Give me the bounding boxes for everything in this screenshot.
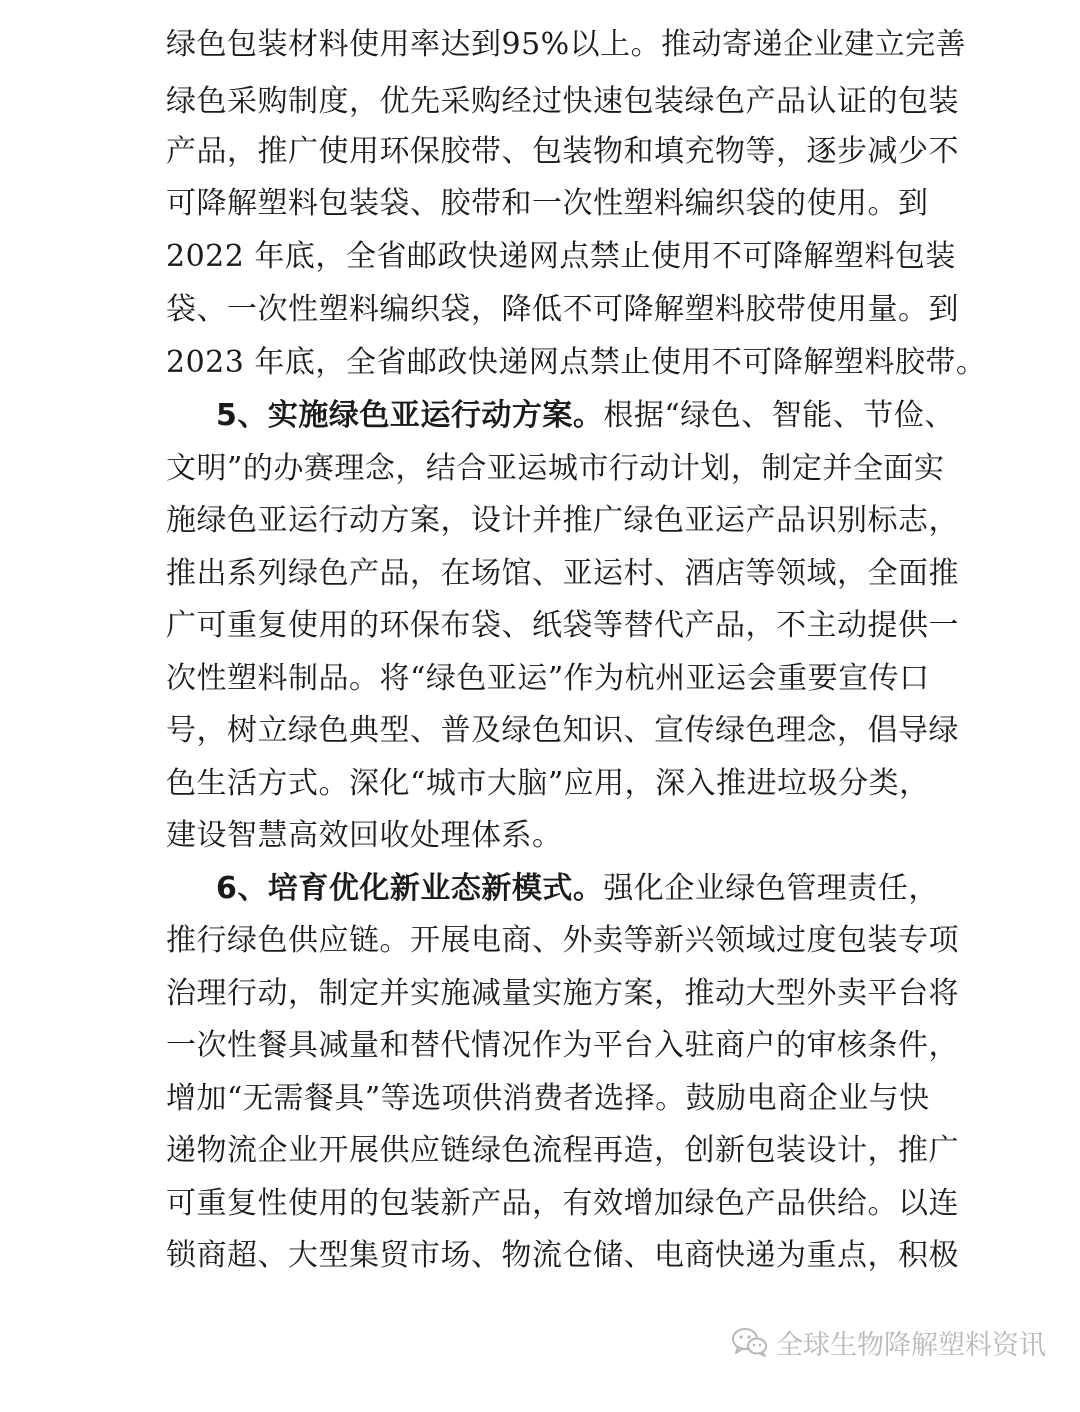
section-5-heading: 5、实施绿色亚运行动方案。 <box>216 398 604 433</box>
text-line: 号，树立绿色典型、普及绿色知识、宣传绿色理念，倡导绿 <box>166 713 959 748</box>
text-line: 绿色包装材料使用率达到95%以上。推动寄递企业建立完善 <box>166 27 967 62</box>
section-5-first-line <box>216 391 955 441</box>
text-line: 次性塑料制品。将“绿色亚运”作为杭州亚运会重要宣传口 <box>166 661 930 696</box>
text-line: 锁商超、大型集贸市场、物流仓储、电商快递为重点，积极 <box>166 1238 959 1273</box>
wechat-icon <box>732 1327 768 1357</box>
watermark-text: 全球生物降解塑料资讯 <box>776 1329 1046 1361</box>
text-line: 推出系列绿色产品，在场馆、亚运村、酒店等领域，全面推 <box>166 556 959 591</box>
text-line: 一次性餐具减量和替代情况作为平台入驻商户的审核条件， <box>166 1028 959 1063</box>
text-line: 递物流企业开展供应链绿色流程再造，创新包装设计，推广 <box>166 1133 959 1168</box>
text-line: 绿色采购制度，优先采购经过快速包装绿色产品认证的包装 <box>166 84 959 119</box>
text-line: 可降解塑料包装袋、胶带和一次性塑料编织袋的使用。到 <box>166 186 929 221</box>
text-line: 袋、一次性塑料编织袋，降低不可降解塑料胶带使用量。到 <box>166 292 959 327</box>
text-line: 推行绿色供应链。开展电商、外卖等新兴领域过度包装专项 <box>166 923 959 958</box>
text-line: 增加“无需餐具”等选项供消费者选择。鼓励电商企业与快 <box>166 1081 930 1116</box>
text-line: 色生活方式。深化“城市大脑”应用，深入推进垃圾分类， <box>166 766 930 801</box>
section-6-heading: 6、培育优化新业态新模式。 <box>216 871 604 906</box>
text-line: 治理行动，制定并实施减量实施方案，推动大型外卖平台将 <box>166 976 959 1011</box>
text-line: 施绿色亚运行动方案，设计并推广绿色亚运产品识别标志， <box>166 503 959 538</box>
text-line: 文明”的办赛理念，结合亚运城市行动计划，制定并全面实 <box>166 451 945 486</box>
text-line: 2022 年底，全省邮政快递网点禁止使用不可降解塑料包装 <box>166 239 956 274</box>
text-line: 产品，推广使用环保胶带、包装物和填充物等，逐步减少不 <box>166 134 959 169</box>
text-line: 广可重复使用的环保布袋、纸袋等替代产品，不主动提供一 <box>166 608 959 643</box>
text-span: 根据“绿色、智能、节俭、 <box>603 398 955 433</box>
text-line: 可重复性使用的包装新产品，有效增加绿色产品供给。以连 <box>166 1186 959 1221</box>
section-6-first-line <box>216 864 939 914</box>
text-span: 强化企业绿色管理责任， <box>603 871 939 906</box>
text-line: 建设智慧高效回收处理体系。 <box>166 818 563 853</box>
watermark <box>732 1322 1046 1362</box>
text-line: 2023 年底，全省邮政快递网点禁止使用不可降解塑料胶带。 <box>166 345 987 380</box>
